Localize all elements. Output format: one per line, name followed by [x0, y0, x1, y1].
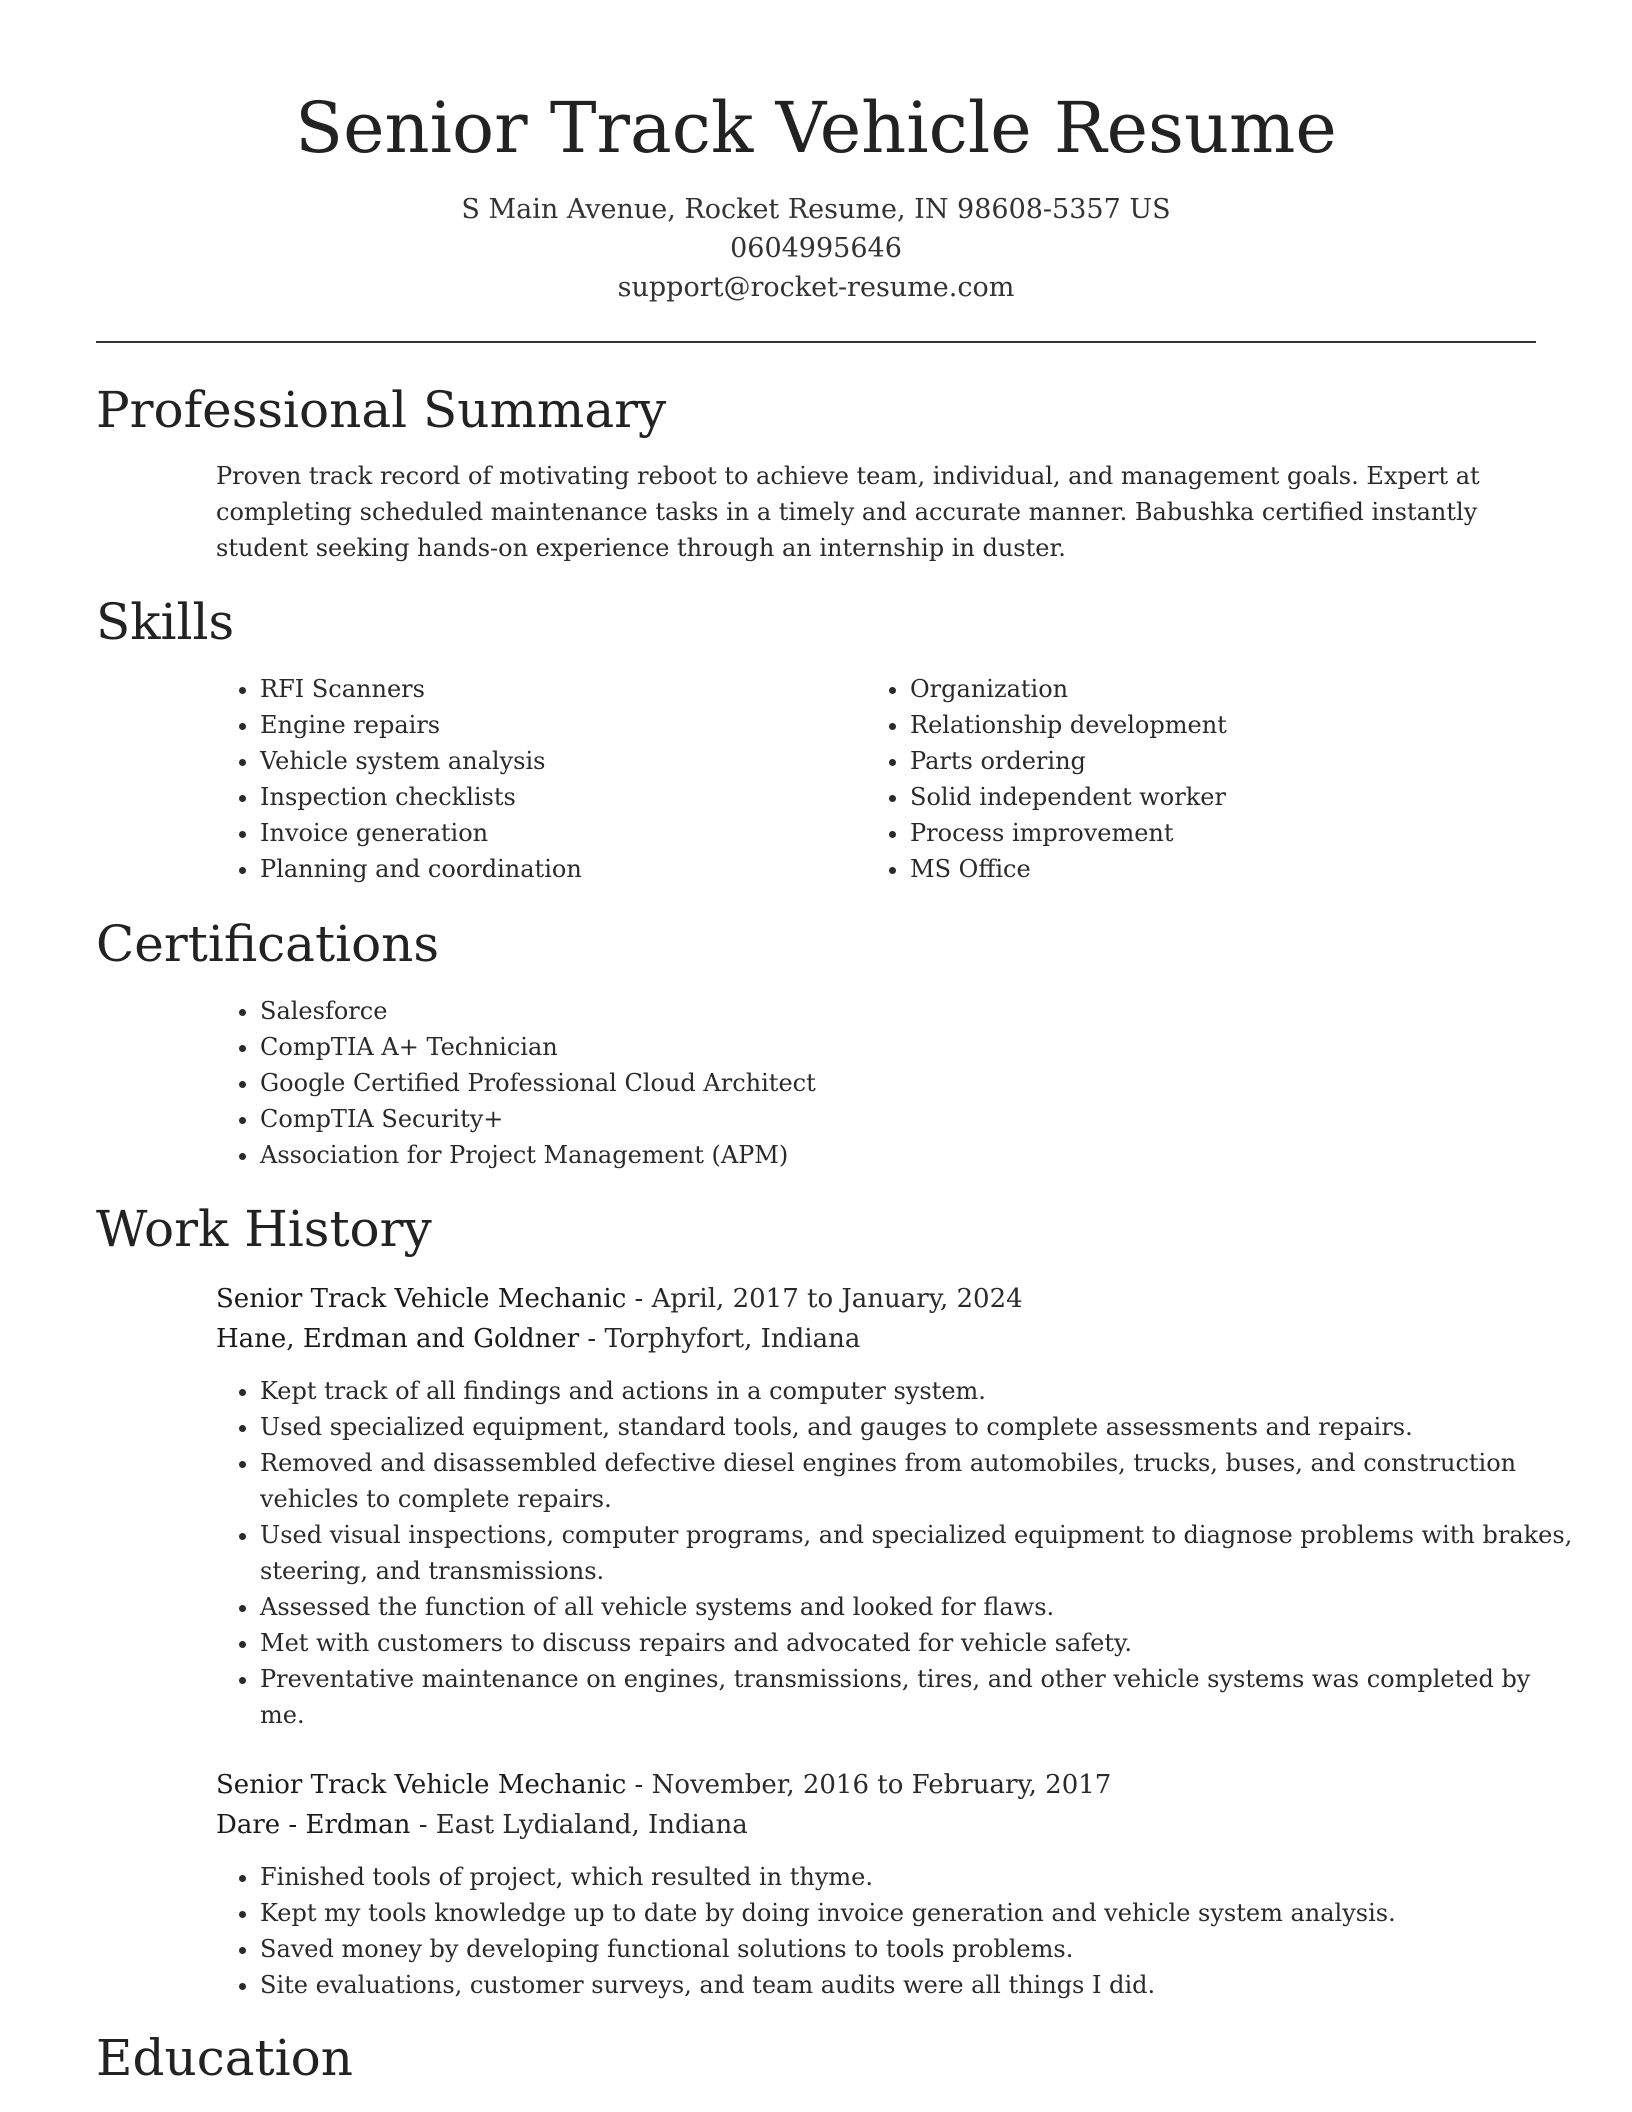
job-1-role: Senior Track Vehicle Mechanic — [216, 1284, 627, 1314]
job-1-company-line — [216, 1319, 860, 1359]
contact-address: S Main Avenue, Rocket Resume, IN 98608-5357 US — [461, 194, 1171, 225]
skill-item: • Relationship development — [910, 707, 1550, 743]
job-2-location: - East Lydialand, Indiana — [410, 1810, 748, 1840]
job-bullet: • Removed and disassembled defective diesel engines from automobiles, trucks, buses, and construction vehicles to complete repairs. — [260, 1445, 1580, 1517]
certifications-list — [216, 993, 1560, 1173]
job-1-bullets — [216, 1373, 1580, 1733]
skill-item: • Vehicle system analysis — [260, 743, 860, 779]
job-1-dates: - April, 2017 to January, 2024 — [626, 1284, 1023, 1314]
resume-header — [96, 80, 1536, 307]
work-history-heading: Work History — [96, 1200, 432, 1258]
certification-item: • CompTIA Security+ — [260, 1101, 1560, 1137]
contact-info — [96, 190, 1536, 307]
skills-list-right — [866, 671, 1550, 887]
skill-item: • Organization — [910, 671, 1550, 707]
certification-item: • Association for Project Management (APM) — [260, 1137, 1560, 1173]
job-2-bullets — [216, 1859, 1580, 2003]
job-bullet: • Kept track of all findings and actions in a computer system. — [260, 1373, 1580, 1409]
skills-list-left — [216, 671, 860, 887]
job-2-dates: - November, 2016 to February, 2017 — [626, 1770, 1112, 1800]
skill-item: • Planning and coordination — [260, 851, 860, 887]
certification-item: • Google Certified Professional Cloud Architect — [260, 1065, 1560, 1101]
skill-item: • Parts ordering — [910, 743, 1550, 779]
certification-item: • Salesforce — [260, 993, 1560, 1029]
summary-text: Proven track record of motivating reboot to achieve team, individual, and management goals. Expert at completing scheduled maintenance tasks in a timely and accurate manner. Babushka certified instantly student seeking hands-on experience through an internship in duster. — [216, 462, 1480, 562]
job-bullet: • Kept my tools knowledge up to date by doing invoice generation and vehicle system analysis. — [260, 1895, 1580, 1931]
contact-email: support@rocket-resume.com — [617, 272, 1015, 303]
skill-item: • Inspection checklists — [260, 779, 860, 815]
job-1-company: Hane, Erdman and Goldner — [216, 1324, 580, 1354]
job-bullet: • Site evaluations, customer surveys, and team audits were all things I did. — [260, 1967, 1580, 2003]
education-heading: Education — [96, 2029, 353, 2087]
skill-item: • Engine repairs — [260, 707, 860, 743]
job-bullet: • Assessed the function of all vehicle systems and looked for flaws. — [260, 1589, 1580, 1625]
skill-item: • Invoice generation — [260, 815, 860, 851]
job-2-title — [216, 1765, 1111, 1805]
skill-item: • Process improvement — [910, 815, 1550, 851]
certifications-heading: Certifications — [96, 915, 440, 973]
job-2-company: Dare - Erdman — [216, 1810, 411, 1840]
job-1-title — [216, 1279, 1023, 1319]
job-bullet: • Finished tools of project, which resulted in thyme. — [260, 1859, 1580, 1895]
skill-item: • MS Office — [910, 851, 1550, 887]
skills-heading: Skills — [96, 593, 235, 651]
skill-item: • RFI Scanners — [260, 671, 860, 707]
job-bullet: • Used specialized equipment, standard tools, and gauges to complete assessments and repairs. — [260, 1409, 1580, 1445]
job-1-location: - Torphyfort, Indiana — [579, 1324, 861, 1354]
job-bullet: • Used visual inspections, computer programs, and specialized equipment to diagnose problems with brakes, steering, and transmissions. — [260, 1517, 1580, 1589]
certification-item: • CompTIA A+ Technician — [260, 1029, 1560, 1065]
job-bullet: • Saved money by developing functional solutions to tools problems. — [260, 1931, 1580, 1967]
contact-phone: 0604995646 — [730, 233, 902, 264]
header-divider — [96, 341, 1536, 343]
job-bullet: • Preventative maintenance on engines, transmissions, tires, and other vehicle systems was completed by me. — [260, 1661, 1580, 1733]
skill-item: • Solid independent worker — [910, 779, 1550, 815]
job-2-role: Senior Track Vehicle Mechanic — [216, 1770, 627, 1800]
job-2-company-line — [216, 1805, 748, 1845]
resume-title: Senior Track Vehicle Resume — [295, 87, 1337, 169]
job-bullet: • Met with customers to discuss repairs and advocated for vehicle safety. — [260, 1625, 1580, 1661]
summary-heading: Professional Summary — [96, 381, 667, 439]
